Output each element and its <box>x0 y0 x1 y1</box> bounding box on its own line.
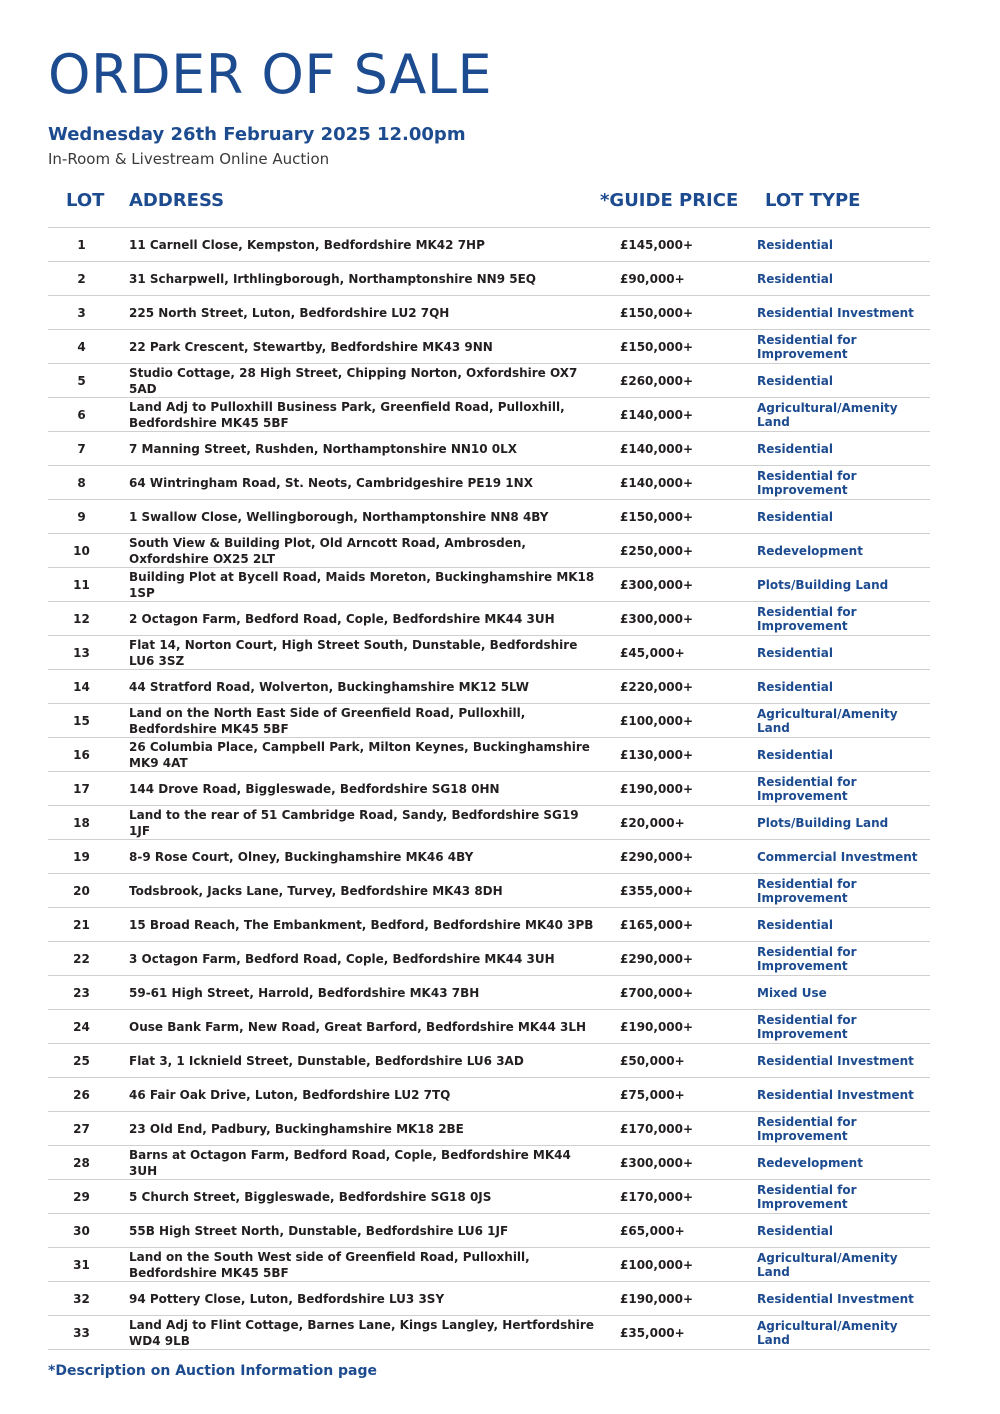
lot-number: 4 <box>77 339 86 354</box>
lot-number: 24 <box>73 1019 90 1034</box>
lot-address: Land Adj to Pulloxhill Business Park, Greenfield Road, Pulloxhill, Bedfordshire MK45 5BF <box>129 399 565 430</box>
column-header-address: ADDRESS <box>129 190 225 211</box>
table-row <box>48 1248 930 1282</box>
lot-type: Residential Investment <box>757 305 914 320</box>
lot-guide-price: £170,000+ <box>620 1121 694 1136</box>
lot-type: Residential for Improvement <box>757 332 857 361</box>
table-row <box>48 500 930 534</box>
lot-number: 25 <box>73 1053 90 1068</box>
lot-guide-price: £170,000+ <box>620 1189 694 1204</box>
lot-number: 21 <box>73 917 90 932</box>
lot-type: Plots/Building Land <box>757 577 889 592</box>
lot-address: 59-61 High Street, Harrold, Bedfordshire MK43 7BH <box>129 985 480 1000</box>
lot-address: 55B High Street North, Dunstable, Bedfordshire LU6 1JF <box>129 1223 509 1238</box>
lot-address: Land Adj to Flint Cottage, Barnes Lane, Kings Langley, Hertfordshire WD4 9LB <box>129 1317 594 1348</box>
lot-type: Residential for Improvement <box>757 604 857 633</box>
lot-type: Residential <box>757 645 833 660</box>
table-row <box>48 1078 930 1112</box>
lot-number: 29 <box>73 1189 90 1204</box>
lot-address: 31 Scharpwell, Irthlingborough, Northamptonshire NN9 5EQ <box>129 271 536 286</box>
lot-type: Residential <box>757 509 833 524</box>
lot-number: 7 <box>77 441 86 456</box>
table-row <box>48 602 930 636</box>
lot-address: 94 Pottery Close, Luton, Bedfordshire LU3 3SY <box>129 1291 445 1306</box>
table-row <box>48 840 930 874</box>
lot-number: 5 <box>77 373 86 388</box>
lot-address: 22 Park Crescent, Stewartby, Bedfordshire MK43 9NN <box>129 339 493 354</box>
lot-type: Agricultural/Amenity Land <box>757 1318 898 1347</box>
table-row <box>48 1112 930 1146</box>
lot-number: 3 <box>77 305 86 320</box>
lot-address: 5 Church Street, Biggleswade, Bedfordshire SG18 0JS <box>129 1189 492 1204</box>
lot-address: Land on the North East Side of Greenfield Road, Pulloxhill, Bedfordshire MK45 5BF <box>129 705 526 736</box>
lot-number: 22 <box>73 951 90 966</box>
lot-guide-price: £100,000+ <box>620 1257 694 1272</box>
lot-guide-price: £100,000+ <box>620 713 694 728</box>
lot-guide-price: £140,000+ <box>620 407 694 422</box>
lot-type: Agricultural/Amenity Land <box>757 400 898 429</box>
lot-address: 15 Broad Reach, The Embankment, Bedford, Bedfordshire MK40 3PB <box>129 917 594 932</box>
table-row <box>48 398 930 432</box>
table-row <box>48 874 930 908</box>
lot-guide-price: £190,000+ <box>620 781 694 796</box>
lot-guide-price: £145,000+ <box>620 237 694 252</box>
lot-number: 10 <box>73 543 90 558</box>
lot-number: 19 <box>73 849 90 864</box>
table-row <box>48 670 930 704</box>
table-row <box>48 262 930 296</box>
lot-number: 11 <box>73 577 90 592</box>
auction-subtitle: In-Room & Livestream Online Auction <box>48 150 330 168</box>
table-row <box>48 704 930 738</box>
lot-address: 11 Carnell Close, Kempston, Bedfordshire MK42 7HP <box>129 237 485 252</box>
lot-type: Residential <box>757 1223 833 1238</box>
lot-guide-price: £300,000+ <box>620 577 694 592</box>
lot-guide-price: £150,000+ <box>620 305 694 320</box>
lot-address: 2 Octagon Farm, Bedford Road, Cople, Bedfordshire MK44 3UH <box>129 611 555 626</box>
table-row <box>48 1044 930 1078</box>
column-header-guide-price: *GUIDE PRICE <box>600 190 739 211</box>
lot-guide-price: £300,000+ <box>620 611 694 626</box>
lot-number: 16 <box>73 747 90 762</box>
lot-address: Building Plot at Bycell Road, Maids Moreton, Buckinghamshire MK18 1SP <box>129 569 595 600</box>
lot-guide-price: £300,000+ <box>620 1155 694 1170</box>
lot-number: 31 <box>73 1257 90 1272</box>
lot-type: Redevelopment <box>757 543 863 558</box>
lot-address: 64 Wintringham Road, St. Neots, Cambridgeshire PE19 1NX <box>129 475 533 490</box>
lot-guide-price: £140,000+ <box>620 475 694 490</box>
lot-number: 30 <box>73 1223 90 1238</box>
lot-number: 33 <box>73 1325 90 1340</box>
lot-address: Land to the rear of 51 Cambridge Road, Sandy, Bedfordshire SG19 1JF <box>129 807 579 838</box>
lot-guide-price: £65,000+ <box>620 1223 685 1238</box>
table-row <box>48 976 930 1010</box>
lot-guide-price: £90,000+ <box>620 271 685 286</box>
lot-address: 1 Swallow Close, Wellingborough, Northamptonshire NN8 4BY <box>129 509 549 524</box>
table-row <box>48 330 930 364</box>
lot-guide-price: £260,000+ <box>620 373 694 388</box>
lot-number: 14 <box>73 679 90 694</box>
lot-address: Flat 3, 1 Icknield Street, Dunstable, Bedfordshire LU6 3AD <box>129 1053 524 1068</box>
lot-guide-price: £20,000+ <box>620 815 685 830</box>
lot-type: Residential for Improvement <box>757 1114 857 1143</box>
table-row <box>48 364 930 398</box>
lot-guide-price: £45,000+ <box>620 645 685 660</box>
lot-guide-price: £130,000+ <box>620 747 694 762</box>
lot-number: 15 <box>73 713 90 728</box>
lot-type: Residential for Improvement <box>757 1012 857 1041</box>
lot-address: Ouse Bank Farm, New Road, Great Barford, Bedfordshire MK44 3LH <box>129 1019 587 1034</box>
lot-type: Residential <box>757 679 833 694</box>
lot-guide-price: £35,000+ <box>620 1325 685 1340</box>
lot-number: 26 <box>73 1087 90 1102</box>
lot-number: 27 <box>73 1121 90 1136</box>
lot-guide-price: £75,000+ <box>620 1087 685 1102</box>
table-row <box>48 466 930 500</box>
table-row <box>48 738 930 772</box>
lot-guide-price: £165,000+ <box>620 917 694 932</box>
lot-guide-price: £290,000+ <box>620 951 694 966</box>
lot-guide-price: £50,000+ <box>620 1053 685 1068</box>
table-row <box>48 432 930 466</box>
lot-guide-price: £220,000+ <box>620 679 694 694</box>
column-header-lot: LOT <box>66 190 105 211</box>
lot-address: 144 Drove Road, Biggleswade, Bedfordshire SG18 0HN <box>129 781 500 796</box>
table-row <box>48 942 930 976</box>
table-row <box>48 534 930 568</box>
lot-guide-price: £700,000+ <box>620 985 694 1000</box>
table-row <box>48 1282 930 1316</box>
lot-address: 225 North Street, Luton, Bedfordshire LU2 7QH <box>129 305 450 320</box>
lot-address: Barns at Octagon Farm, Bedford Road, Cople, Bedfordshire MK44 3UH <box>129 1147 571 1178</box>
lot-address: South View & Building Plot, Old Arncott Road, Ambrosden, Oxfordshire OX25 2LT <box>129 535 526 566</box>
page-title: ORDER OF SALE <box>48 43 493 106</box>
column-header-lot-type: LOT TYPE <box>765 190 861 211</box>
lot-number: 18 <box>73 815 90 830</box>
lot-type: Residential <box>757 373 833 388</box>
lot-type: Mixed Use <box>757 985 827 1000</box>
lot-address: 8-9 Rose Court, Olney, Buckinghamshire MK46 4BY <box>129 849 474 864</box>
lot-type: Residential Investment <box>757 1087 914 1102</box>
auction-date: Wednesday 26th February 2025 12.00pm <box>48 124 466 145</box>
lot-guide-price: £355,000+ <box>620 883 694 898</box>
table-row <box>48 568 930 602</box>
table-row <box>48 1214 930 1248</box>
lot-guide-price: £290,000+ <box>620 849 694 864</box>
lot-type: Residential for Improvement <box>757 1182 857 1211</box>
lot-address: 23 Old End, Padbury, Buckinghamshire MK18 2BE <box>129 1121 464 1136</box>
lot-address: 3 Octagon Farm, Bedford Road, Cople, Bedfordshire MK44 3UH <box>129 951 555 966</box>
lot-guide-price: £250,000+ <box>620 543 694 558</box>
lot-address: 26 Columbia Place, Campbell Park, Milton Keynes, Buckinghamshire MK9 4AT <box>129 739 590 770</box>
lot-type: Residential Investment <box>757 1053 914 1068</box>
lot-number: 9 <box>77 509 86 524</box>
footnote: *Description on Auction Information page <box>48 1363 378 1379</box>
lot-number: 20 <box>73 883 90 898</box>
lot-type: Redevelopment <box>757 1155 863 1170</box>
lot-number: 8 <box>77 475 86 490</box>
lot-type: Agricultural/Amenity Land <box>757 1250 898 1279</box>
lot-number: 12 <box>73 611 90 626</box>
table-row <box>48 296 930 330</box>
lot-number: 1 <box>77 237 86 252</box>
table-row <box>48 806 930 840</box>
lot-type: Residential <box>757 237 833 252</box>
lot-guide-price: £140,000+ <box>620 441 694 456</box>
table-row <box>48 228 930 262</box>
lot-number: 28 <box>73 1155 90 1170</box>
lot-type: Residential for Improvement <box>757 876 857 905</box>
lot-number: 2 <box>77 271 86 286</box>
lot-type: Residential Investment <box>757 1291 914 1306</box>
lot-guide-price: £150,000+ <box>620 509 694 524</box>
table-row <box>48 1010 930 1044</box>
lot-type: Residential <box>757 917 833 932</box>
lot-guide-price: £190,000+ <box>620 1291 694 1306</box>
lot-type: Residential for Improvement <box>757 944 857 973</box>
table-row <box>48 1146 930 1180</box>
table-row <box>48 1316 930 1350</box>
table-row <box>48 1180 930 1214</box>
lot-number: 32 <box>73 1291 90 1306</box>
table-row <box>48 636 930 670</box>
lot-address: 44 Stratford Road, Wolverton, Buckinghamshire MK12 5LW <box>129 679 529 694</box>
table-row <box>48 772 930 806</box>
lot-address: 7 Manning Street, Rushden, Northamptonshire NN10 0LX <box>129 441 518 456</box>
lot-address: Todsbrook, Jacks Lane, Turvey, Bedfordshire MK43 8DH <box>129 883 503 898</box>
lot-number: 6 <box>77 407 86 422</box>
lot-guide-price: £190,000+ <box>620 1019 694 1034</box>
lot-type: Agricultural/Amenity Land <box>757 706 898 735</box>
lot-number: 23 <box>73 985 90 1000</box>
lot-type: Commercial Investment <box>757 849 918 864</box>
lot-type: Residential for Improvement <box>757 468 857 497</box>
lot-type: Plots/Building Land <box>757 815 889 830</box>
lot-type: Residential <box>757 271 833 286</box>
lot-type: Residential for Improvement <box>757 774 857 803</box>
lot-address: 46 Fair Oak Drive, Luton, Bedfordshire LU2 7TQ <box>129 1087 451 1102</box>
lot-address: Land on the South West side of Greenfield Road, Pulloxhill, Bedfordshire MK45 5BF <box>129 1249 530 1280</box>
lot-address: Studio Cottage, 28 High Street, Chipping Norton, Oxfordshire OX7 5AD <box>129 365 578 396</box>
lots-table <box>48 227 930 1350</box>
lot-guide-price: £150,000+ <box>620 339 694 354</box>
lot-type: Residential <box>757 747 833 762</box>
lot-number: 17 <box>73 781 90 796</box>
lot-address: Flat 14, Norton Court, High Street South, Dunstable, Bedfordshire LU6 3SZ <box>129 637 578 668</box>
lot-type: Residential <box>757 441 833 456</box>
table-row <box>48 908 930 942</box>
lot-number: 13 <box>73 645 90 660</box>
